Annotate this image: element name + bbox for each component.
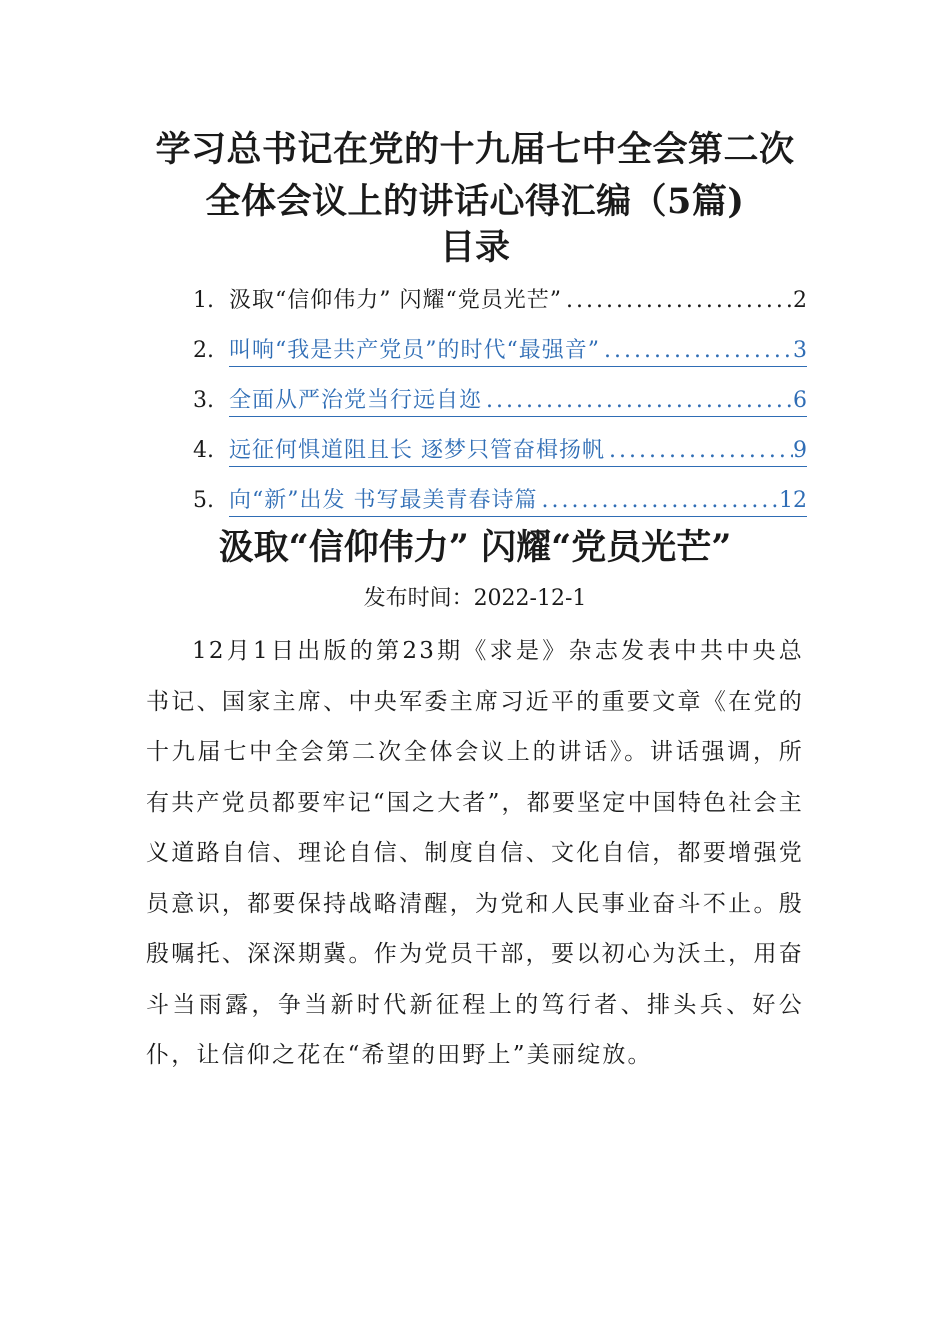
toc-item-number: 2. <box>193 338 214 363</box>
toc-item-2 <box>193 328 807 378</box>
toc-item-5 <box>193 478 807 528</box>
toc-link-5[interactable] <box>229 486 807 517</box>
toc-leader-dots <box>562 278 793 324</box>
toc-item-4 <box>193 428 807 478</box>
body-paragraph: 12月1日出版的第23期《求是》杂志发表中共中央总书记、国家主席、中央军委主席习近平的重要文章《在党的十九届七中全会第二次全体会议上的讲话》。讲话强调，所有共产党员都要牢记“国之大者”，都要坚定中国特色社会主义道路自信、理论自信、制度自信、文化自信，都要增强党员意识，都要保持战略清醒，为党和人民事业奋斗不止。殷殷嘱托、深深期冀。作为党员干部，要以初心为沃土，用奋斗当雨露，争当新时代新征程上的笃行者、排头兵、好公仆，让信仰之花在“希望的田野上”美丽绽放。 <box>146 638 804 1068</box>
publish-date: 发布时间：2022-12-1 <box>363 586 587 611</box>
toc-item-title: 叫响“我是共产党员”的时代“最强音” <box>229 338 600 363</box>
toc-item-page: 3 <box>793 338 807 363</box>
toc-leader-dots <box>600 336 793 366</box>
document-title-line-2: 全体会议上的讲话心得汇编（5篇) <box>205 181 745 222</box>
toc-link-4[interactable] <box>229 436 807 467</box>
toc-item-page: 6 <box>793 388 807 413</box>
toc-item-1 <box>193 278 807 328</box>
toc-item-3 <box>193 378 807 428</box>
toc-item-number: 4. <box>193 438 214 463</box>
toc-item-title: 全面从严治党当行远自迩 <box>229 388 483 413</box>
table-of-contents <box>193 278 807 528</box>
toc-heading: 目录 <box>439 227 510 268</box>
toc-item-title: 汲取“信仰伟力” 闪耀“党员光芒” <box>229 288 562 313</box>
toc-leader-dots <box>605 436 793 466</box>
section-title: 汲取“信仰伟力” 闪耀“党员光芒” <box>218 527 732 568</box>
toc-item-page: 12 <box>779 488 807 513</box>
toc-item-title: 向“新”出发 书写最美青春诗篇 <box>229 488 538 513</box>
document-title <box>120 124 830 228</box>
toc-leader-dots <box>482 386 793 416</box>
document-title-line-1: 学习总书记在党的十九届七中全会第二次 <box>155 129 795 170</box>
toc-item-page: 2 <box>793 288 807 313</box>
toc-item-page: 9 <box>793 438 807 463</box>
toc-leader-dots <box>538 486 780 516</box>
toc-item-number: 3. <box>193 388 214 413</box>
toc-item-title: 远征何惧道阻且长 逐梦只管奋楫扬帆 <box>229 438 605 463</box>
toc-link-1[interactable] <box>229 278 807 324</box>
toc-item-number: 5. <box>193 488 214 513</box>
toc-item-number: 1. <box>193 288 214 313</box>
toc-link-2[interactable] <box>229 336 807 367</box>
toc-link-3[interactable] <box>229 386 807 417</box>
